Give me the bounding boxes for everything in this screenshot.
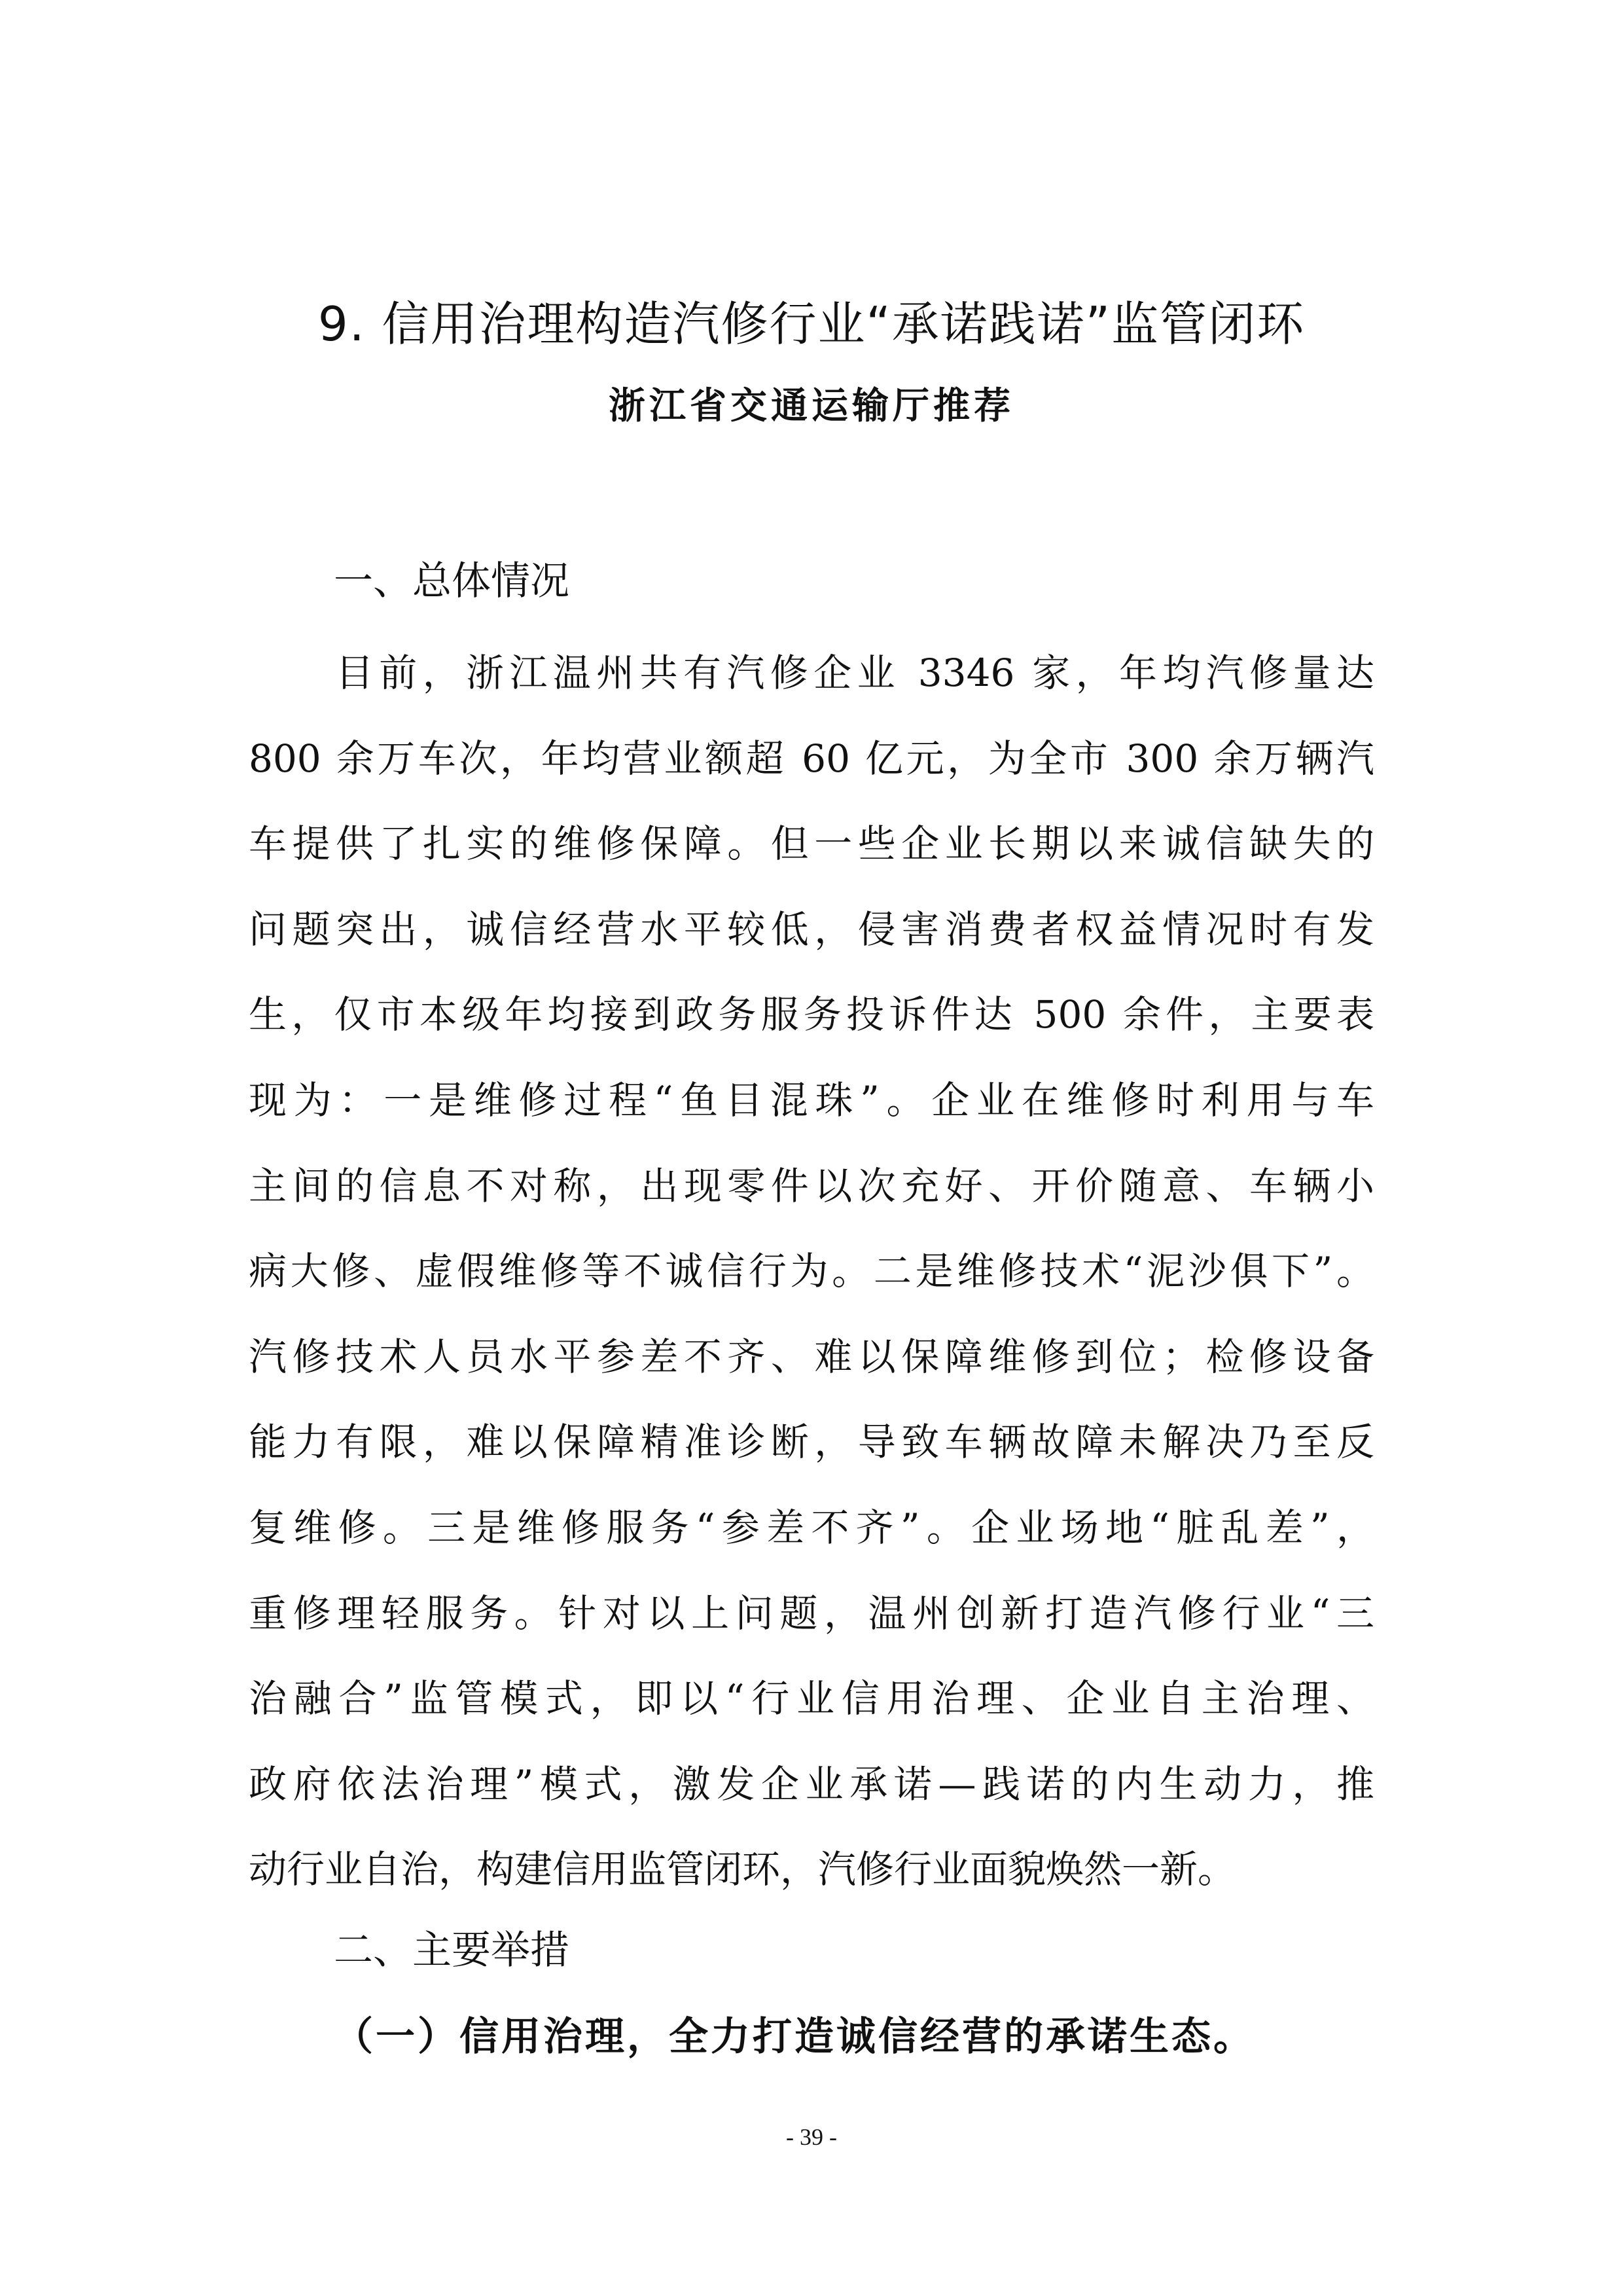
paragraph-line: 能力有限，难以保障精准诊断，导致车辆故障未解决乃至反 <box>249 1420 1374 1465</box>
paragraph-line: 汽修技术人员水平参差不齐、难以保障维修到位；检修设备 <box>249 1334 1374 1379</box>
paragraph-line: 现为：一是维修过程“鱼目混珠”。企业在维修时利用与车 <box>249 1077 1374 1122</box>
paragraph-line: 车提供了扎实的维修保障。但一些企业长期以来诚信缺失的 <box>249 821 1374 867</box>
paragraph-line: 主间的信息不对称，出现零件以次充好、开价随意、车辆小 <box>249 1163 1374 1208</box>
paragraph-line: 复维修。三是维修服务“参差不齐”。企业场地“脏乱差”， <box>249 1505 1374 1550</box>
paragraph-line: 生，仅市本级年均接到政务服务投诉件达 500 余件，主要表 <box>249 992 1374 1037</box>
section-heading-overview: 一、总体情况 <box>334 558 569 604</box>
section-heading-measures: 二、主要举措 <box>334 1928 569 1973</box>
paragraph-line: 动行业自治，构建信用监管闭环，汽修行业面貌焕然一新。 <box>249 1847 1236 1892</box>
paragraph-line: 政府依法治理”模式，激发企业承诺—践诺的内生动力，推 <box>249 1761 1374 1806</box>
subsection-heading-credit-governance: （一）信用治理，全力打造诚信经营的承诺生态。 <box>334 2014 1255 2060</box>
page-number: - 39 - <box>786 2124 837 2150</box>
paragraph-line: 病大修、虚假维修等不诚信行为。二是维修技术“泥沙俱下”。 <box>249 1249 1374 1294</box>
document-subtitle: 浙江省交通运输厅推荐 <box>609 384 1014 427</box>
section-body-overview <box>249 630 1374 1912</box>
paragraph-line: 目前，浙江温州共有汽修企业 3346 家，年均汽修量达 <box>249 651 1374 695</box>
paragraph-line: 重修理轻服务。针对以上问题，温州创新打造汽修行业“三 <box>249 1590 1374 1636</box>
paragraph-line: 治融合”监管模式，即以“行业信用治理、企业自主治理、 <box>249 1676 1374 1721</box>
paragraph-line: 800 余万车次，年均营业额超 60 亿元，为全市 300 余万辆汽 <box>249 736 1374 781</box>
paragraph-line: 问题突出，诚信经营水平较低，侵害消费者权益情况时有发 <box>249 906 1374 952</box>
document-title: 9. 信用治理构造汽修行业“承诺践诺”监管闭环 <box>317 296 1306 351</box>
